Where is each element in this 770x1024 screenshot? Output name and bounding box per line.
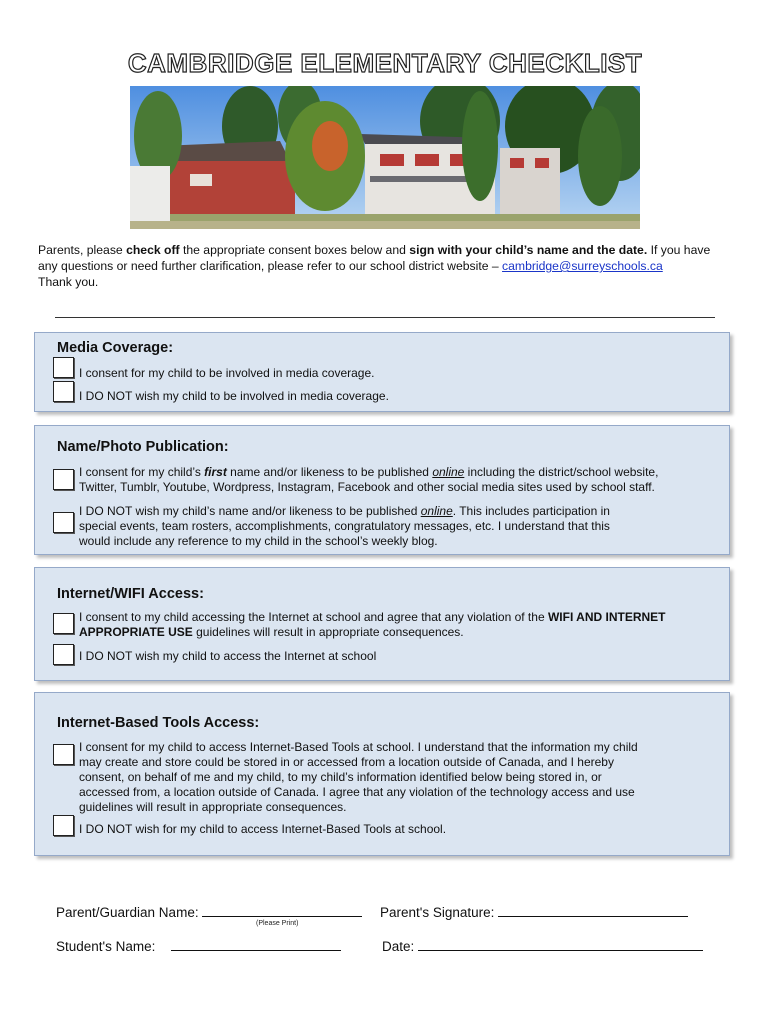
internet-tools-section bbox=[34, 692, 730, 856]
section-heading: Internet/WIFI Access: bbox=[57, 586, 204, 602]
parent-signature-field[interactable] bbox=[498, 904, 688, 917]
media-decline-checkbox[interactable] bbox=[53, 381, 74, 402]
intro-paragraph: Parents, please check off the appropriate consent boxes below and sign with your child’s name and the date. If you have any questions or need further clarification, please refer to our school district website – cambridge@surreyschools.ca Thank you. bbox=[38, 243, 711, 289]
tools-decline-label: I DO NOT wish for my child to access Internet-Based Tools at school. bbox=[79, 822, 447, 836]
photo-decline-label: I DO NOT wish my child’s name and/or likeness to be published online. This includes participation in special events, team rosters, accomplishments, congratulatory messages, etc. I understand that this would include any reference to my child in the school’s weekly blog. bbox=[79, 504, 610, 548]
media-decline-label: I DO NOT wish my child to be involved in media coverage. bbox=[79, 389, 389, 403]
page-title: CAMBRIDGE ELEMENTARY CHECKLIST bbox=[127, 48, 643, 78]
internet-decline-label: I DO NOT wish my child to access the Internet at school bbox=[79, 649, 377, 663]
section-heading: Media Coverage: bbox=[57, 340, 174, 356]
tools-consent-checkbox[interactable] bbox=[53, 744, 74, 765]
photo-decline-checkbox[interactable] bbox=[53, 512, 74, 533]
photo-consent-checkbox[interactable] bbox=[53, 469, 74, 490]
guardian-name-row: Parent/Guardian Name: bbox=[56, 904, 362, 920]
internet-decline-checkbox[interactable] bbox=[53, 644, 74, 665]
section-heading: Name/Photo Publication: bbox=[57, 439, 229, 455]
parent-signature-row: Parent's Signature: bbox=[380, 904, 688, 920]
section-heading: Internet-Based Tools Access: bbox=[57, 715, 260, 731]
media-coverage-section bbox=[34, 332, 730, 412]
internet-consent-label: I consent to my child accessing the Internet at school and agree that any violation of the WIFI AND INTERNET APPROPRIATE USE guidelines will result in appropriate consequences. bbox=[79, 610, 666, 639]
tools-consent-label: I consent for my child to access Internet-Based Tools at school. I understand that the information my child may create and store could be stored in or accessed from a location outside of Canada, and I hereby consent, on behalf of me and my child, to my child’s information identified below being stored in, or accessed from, a location outside of Canada. I agree that any violation of the technology access and use guidelines will result in appropriate consequences. bbox=[79, 740, 638, 814]
date-row: Date: bbox=[382, 938, 703, 954]
divider bbox=[55, 317, 715, 318]
please-print-note: (Please Print) bbox=[256, 920, 299, 927]
school-photo bbox=[130, 86, 640, 229]
name-photo-section bbox=[34, 425, 730, 555]
student-name-row: Student's Name: bbox=[56, 938, 341, 954]
internet-wifi-section bbox=[34, 567, 730, 681]
tools-decline-checkbox[interactable] bbox=[53, 815, 74, 836]
student-name-field[interactable] bbox=[171, 938, 341, 951]
guardian-name-field[interactable] bbox=[202, 904, 362, 917]
media-consent-label: I consent for my child to be involved in media coverage. bbox=[79, 366, 375, 380]
media-consent-checkbox[interactable] bbox=[53, 357, 74, 378]
email-link[interactable]: cambridge@surreyschools.ca bbox=[502, 259, 663, 273]
date-field[interactable] bbox=[418, 938, 703, 951]
internet-consent-checkbox[interactable] bbox=[53, 613, 74, 634]
photo-consent-label: I consent for my child’s first name and/or likeness to be published online including the district/school website, Twitter, Tumblr, Youtube, Wordpress, Instagram, Facebook and other social media sites used by school staff. bbox=[79, 465, 659, 494]
